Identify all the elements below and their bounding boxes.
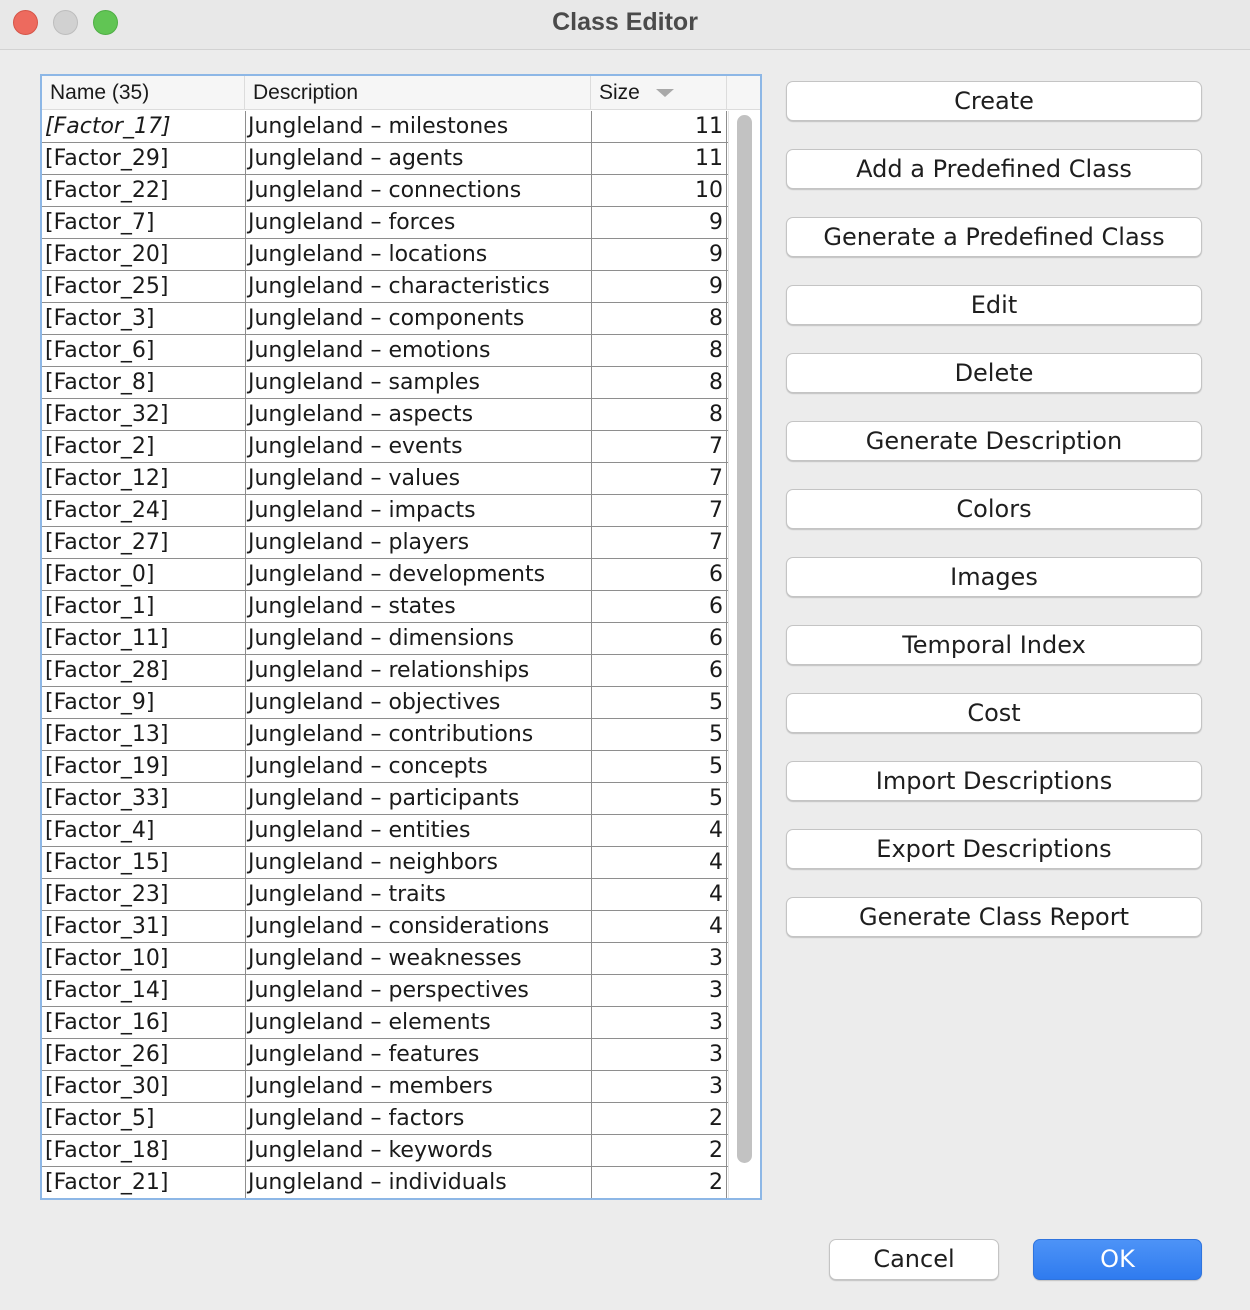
cell-name: [Factor_9] (45, 690, 155, 715)
cell-size: 6 (591, 591, 727, 622)
export-descriptions-button[interactable]: Export Descriptions (786, 829, 1202, 869)
table-row[interactable] (42, 1135, 728, 1167)
cell-name: [Factor_21] (45, 1170, 169, 1195)
cell-size: 8 (591, 335, 727, 366)
cell-description: Jungleland – objectives (245, 687, 591, 718)
cell-name: [Factor_10] (45, 946, 169, 971)
cell-size: 3 (591, 1039, 727, 1070)
cell-size: 4 (591, 815, 727, 846)
table-row[interactable] (42, 911, 728, 943)
cell-description: Jungleland – dimensions (245, 623, 591, 654)
cell-name: [Factor_1] (45, 594, 155, 619)
table-row[interactable] (42, 687, 728, 719)
cell-name: [Factor_12] (45, 466, 169, 491)
cell-name: [Factor_22] (45, 178, 169, 203)
cell-name: [Factor_23] (45, 882, 169, 907)
cell-size: 10 (591, 175, 727, 206)
temporal-index-button[interactable]: Temporal Index (786, 625, 1202, 665)
table-row[interactable] (42, 783, 728, 815)
cell-size: 4 (591, 911, 727, 942)
cell-name: [Factor_3] (45, 306, 155, 331)
cell-size: 7 (591, 463, 727, 494)
cell-description: Jungleland – perspectives (245, 975, 591, 1006)
cell-name: [Factor_30] (45, 1074, 169, 1099)
cell-name: [Factor_32] (45, 402, 169, 427)
cell-size: 3 (591, 1007, 727, 1038)
cell-size: 5 (591, 783, 727, 814)
table-row[interactable] (42, 175, 728, 207)
cell-name: [Factor_5] (45, 1106, 155, 1131)
cell-size: 5 (591, 751, 727, 782)
cell-size: 4 (591, 879, 727, 910)
cell-size: 2 (591, 1135, 727, 1166)
table-row[interactable] (42, 1071, 728, 1103)
cell-name: [Factor_20] (45, 242, 169, 267)
cell-name: [Factor_14] (45, 978, 169, 1003)
cell-name: [Factor_25] (45, 274, 169, 299)
cell-description: Jungleland – factors (245, 1103, 591, 1134)
cell-description: Jungleland – elements (245, 1007, 591, 1038)
table-row[interactable] (42, 815, 728, 847)
cell-name: [Factor_33] (45, 786, 169, 811)
cell-name: [Factor_19] (45, 754, 169, 779)
table-row[interactable] (42, 655, 728, 687)
cell-description: Jungleland – characteristics (245, 271, 591, 302)
table-row[interactable] (42, 1103, 728, 1135)
table-row[interactable] (42, 623, 728, 655)
cell-description: Jungleland – relationships (245, 655, 591, 686)
vertical-scrollbar[interactable] (728, 111, 760, 1198)
table-body (42, 111, 728, 1199)
cell-size: 6 (591, 655, 727, 686)
cell-description: Jungleland – components (245, 303, 591, 334)
cell-description: Jungleland – aspects (245, 399, 591, 430)
cell-name: [Factor_13] (45, 722, 169, 747)
cell-description: Jungleland – weaknesses (245, 943, 591, 974)
cell-description: Jungleland – features (245, 1039, 591, 1070)
table-row[interactable] (42, 1007, 728, 1039)
cell-name: [Factor_6] (45, 338, 155, 363)
table-row[interactable] (42, 367, 728, 399)
table-row[interactable] (42, 399, 728, 431)
table-row[interactable] (42, 1039, 728, 1071)
cell-size: 2 (591, 1167, 727, 1198)
cancel-button[interactable]: Cancel (829, 1239, 999, 1280)
cell-description: Jungleland – locations (245, 239, 591, 270)
table-row[interactable] (42, 303, 728, 335)
table-row[interactable] (42, 943, 728, 975)
cell-description: Jungleland – participants (245, 783, 591, 814)
column-header-size-label: Size (599, 81, 640, 104)
cell-description: Jungleland – players (245, 527, 591, 558)
cell-name: [Factor_15] (45, 850, 169, 875)
cell-description: Jungleland – individuals (245, 1167, 591, 1198)
cell-name: [Factor_16] (45, 1010, 169, 1035)
cell-description: Jungleland – members (245, 1071, 591, 1102)
cell-name: [Factor_4] (45, 818, 155, 843)
column-header-name[interactable]: Name (35) (42, 76, 245, 110)
cell-description: Jungleland – developments (245, 559, 591, 590)
class-table[interactable] (40, 74, 762, 1200)
cell-size: 11 (591, 111, 727, 142)
create-button[interactable]: Create (786, 81, 1202, 121)
cell-size: 6 (591, 623, 727, 654)
cell-description: Jungleland – values (245, 463, 591, 494)
column-header-size[interactable] (591, 76, 727, 110)
cell-description: Jungleland – traits (245, 879, 591, 910)
cell-size: 7 (591, 431, 727, 462)
generate-description-button[interactable]: Generate Description (786, 421, 1202, 461)
colors-button[interactable]: Colors (786, 489, 1202, 529)
cell-size: 8 (591, 367, 727, 398)
cell-size: 4 (591, 847, 727, 878)
sort-descending-icon (656, 89, 674, 97)
cell-size: 5 (591, 719, 727, 750)
table-row[interactable] (42, 207, 728, 239)
cell-size: 2 (591, 1103, 727, 1134)
cell-name: [Factor_7] (45, 210, 155, 235)
cell-description: Jungleland – entities (245, 815, 591, 846)
cell-size: 9 (591, 207, 727, 238)
cell-size: 8 (591, 399, 727, 430)
cell-name: [Factor_31] (45, 914, 169, 939)
table-row[interactable] (42, 239, 728, 271)
cell-size: 9 (591, 271, 727, 302)
generate-predefined-class-button[interactable]: Generate a Predefined Class (786, 217, 1202, 257)
cell-size: 11 (591, 143, 727, 174)
table-row[interactable] (42, 975, 728, 1007)
table-row[interactable] (42, 591, 728, 623)
delete-button[interactable]: Delete (786, 353, 1202, 393)
ok-button[interactable]: OK (1033, 1239, 1202, 1280)
cell-description: Jungleland – samples (245, 367, 591, 398)
cell-name: [Factor_24] (45, 498, 169, 523)
cell-size: 6 (591, 559, 727, 590)
window-title: Class Editor (552, 8, 698, 36)
table-row[interactable] (42, 463, 728, 495)
table-row[interactable] (42, 143, 728, 175)
cell-size: 7 (591, 495, 727, 526)
cell-name: [Factor_11] (45, 626, 169, 651)
cell-name: [Factor_29] (45, 146, 169, 171)
table-row[interactable] (42, 847, 728, 879)
table-header (42, 76, 760, 110)
cell-description: Jungleland – forces (245, 207, 591, 238)
table-row[interactable] (42, 1167, 728, 1199)
table-row[interactable] (42, 879, 728, 911)
table-row[interactable] (42, 111, 728, 143)
cell-description: Jungleland – states (245, 591, 591, 622)
cell-name: [Factor_0] (45, 562, 155, 587)
cell-name: [Factor_2] (45, 434, 155, 459)
cell-name: [Factor_18] (45, 1138, 169, 1163)
cell-name: [Factor_17] (45, 114, 171, 139)
cell-description: Jungleland – contributions (245, 719, 591, 750)
cell-size: 3 (591, 1071, 727, 1102)
cell-size: 5 (591, 687, 727, 718)
cell-name: [Factor_8] (45, 370, 155, 395)
table-row[interactable] (42, 719, 728, 751)
cell-description: Jungleland – agents (245, 143, 591, 174)
cell-size: 8 (591, 303, 727, 334)
cell-name: [Factor_27] (45, 530, 169, 555)
cell-description: Jungleland – concepts (245, 751, 591, 782)
generate-class-report-button[interactable]: Generate Class Report (786, 897, 1202, 937)
column-header-description[interactable]: Description (245, 76, 591, 110)
cell-name: [Factor_28] (45, 658, 169, 683)
title-bar (0, 0, 1250, 50)
cell-description: Jungleland – events (245, 431, 591, 462)
table-row[interactable] (42, 559, 728, 591)
table-row[interactable] (42, 751, 728, 783)
cell-description: Jungleland – milestones (245, 111, 591, 142)
cell-size: 9 (591, 239, 727, 270)
cell-description: Jungleland – keywords (245, 1135, 591, 1166)
cell-size: 3 (591, 943, 727, 974)
table-row[interactable] (42, 271, 728, 303)
cell-description: Jungleland – connections (245, 175, 591, 206)
cell-name: [Factor_26] (45, 1042, 169, 1067)
table-row[interactable] (42, 335, 728, 367)
cell-size: 7 (591, 527, 727, 558)
cell-description: Jungleland – neighbors (245, 847, 591, 878)
cell-size: 3 (591, 975, 727, 1006)
cell-description: Jungleland – considerations (245, 911, 591, 942)
scrollbar-thumb[interactable] (737, 115, 752, 1163)
table-row[interactable] (42, 431, 728, 463)
edit-button[interactable]: Edit (786, 285, 1202, 325)
cell-description: Jungleland – impacts (245, 495, 591, 526)
cell-description: Jungleland – emotions (245, 335, 591, 366)
table-row[interactable] (42, 527, 728, 559)
table-row[interactable] (42, 495, 728, 527)
add-predefined-class-button[interactable]: Add a Predefined Class (786, 149, 1202, 189)
images-button[interactable]: Images (786, 557, 1202, 597)
import-descriptions-button[interactable]: Import Descriptions (786, 761, 1202, 801)
cost-button[interactable]: Cost (786, 693, 1202, 733)
